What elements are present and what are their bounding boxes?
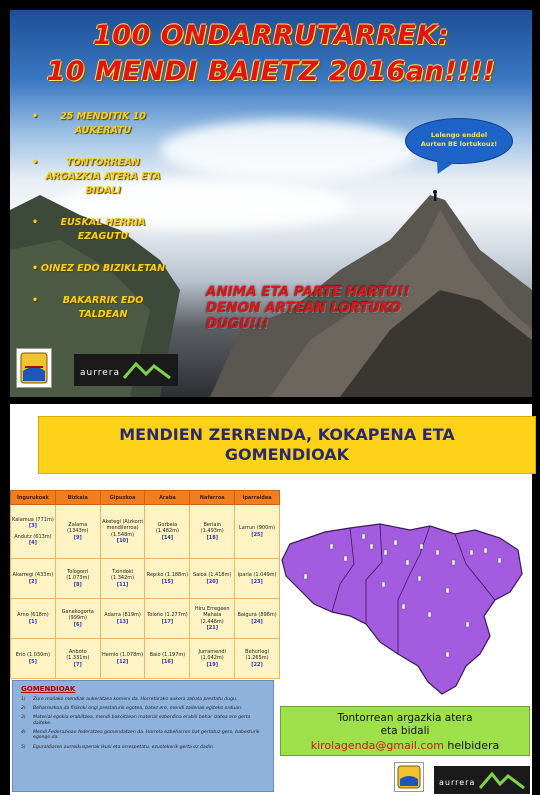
list-number: 5) — [21, 744, 26, 750]
poster-title-line2: 10 MENDI BAIETZ 2016an!!!! — [46, 56, 496, 87]
sheet-header-line1: MENDIEN ZERRENDA, KOKAPENA ETA — [119, 425, 455, 444]
column-header: Gipuzkoa — [100, 491, 145, 505]
mountain-ref: [6] — [73, 621, 82, 628]
table-cell — [190, 639, 235, 679]
list-text: Material egokia erabiltzea, mendi bakoitzean material ezberdina erabili behar izatea ere gerta daiteke. — [33, 715, 251, 726]
bullet-item: • EUSKAL HERRIA EZAGUTU — [38, 216, 168, 244]
aurrera-logo — [74, 354, 178, 386]
bubble-line2: Aurten BE lortukouz! — [420, 140, 498, 148]
mountain-ref: [24] — [251, 618, 263, 625]
table-cell — [145, 559, 190, 599]
cta-line3: DUGU!!! — [206, 316, 269, 332]
aurrera-logo-text: aurrera — [439, 778, 476, 787]
table-cell — [11, 559, 56, 599]
mountain-ref: [9] — [73, 534, 82, 541]
mountain-ref: [13] — [116, 618, 129, 625]
table-cell — [190, 559, 235, 599]
table-row — [11, 639, 280, 679]
sheet-header-line2: GOMENDIOAK — [224, 445, 350, 464]
mountain-ref: [20] — [206, 578, 218, 585]
list-item — [21, 730, 265, 741]
mountain-name: Tologorri (1.073m) — [66, 568, 90, 582]
mountain-name: Toloño (1.277m) — [147, 612, 188, 618]
mountain-name: Kalamua (771m) — [12, 516, 54, 523]
mountain-ref: [1] — [28, 618, 37, 625]
list-text: Eguraldiaren aurreikuspenak ikusi eta errespetatu, ezustekorik gerta ez dadin. — [33, 744, 215, 750]
column-header: Iparraldea — [235, 491, 280, 505]
sheet-header — [38, 416, 536, 474]
mountain-name: Hiru Erregeen Mahaia (2.446m) — [194, 605, 230, 625]
mountain-ref: [23] — [251, 578, 263, 585]
table-cell — [100, 599, 145, 639]
mountain-ref: [22] — [251, 661, 263, 668]
mountain-name: Andutz (613m) — [14, 533, 52, 540]
mountain-name: Repiko (1.188m) — [146, 572, 189, 578]
table-cell — [100, 559, 145, 599]
table-cell — [190, 599, 235, 639]
table-cell — [190, 505, 235, 559]
table-cell — [100, 639, 145, 679]
bullet-item: • 25 MENDITIK 10 AUKERATU — [38, 110, 168, 138]
photo-line2: eta bidali — [380, 725, 430, 737]
mountain-ref: [17] — [161, 618, 174, 625]
table-cell — [55, 559, 100, 599]
contact-email-link[interactable]: kirolagenda@gmail.com — [310, 739, 444, 752]
list-item — [21, 697, 265, 703]
mountain-ref: [8] — [73, 581, 82, 588]
mountain-ref: [11] — [116, 581, 129, 588]
mountain-name: Anboto (1.331m) — [66, 648, 90, 662]
mountain-name: Aketegi (Aizkorri mendilerroa) (1.548m) — [102, 518, 144, 538]
mountain-ref: [21] — [206, 625, 218, 631]
recommendations-list — [21, 697, 265, 750]
mountain-name: Behorlegi (1.265m) — [245, 648, 269, 662]
bubble-line1: Lelengo enddel — [430, 131, 488, 139]
bullet-item: • BAKARRIK EDO TALDEAN — [38, 294, 168, 322]
mountain-ref: [7] — [73, 661, 82, 668]
table-cell — [55, 599, 100, 639]
mountain-ref: [4] — [28, 540, 37, 546]
table-cell — [11, 639, 56, 679]
email-suffix: helbidera — [443, 739, 500, 752]
table-cell — [11, 599, 56, 639]
mountain-table — [10, 490, 280, 679]
list-text: Beharrezkoa da fisikoki ongi prestaturik egotea, batez ere, mendi zailenak egiteko orduan. — [33, 706, 243, 712]
aurrera-logo — [434, 766, 530, 794]
table-header-row — [11, 491, 280, 505]
mountain-ref: [16] — [161, 658, 174, 665]
poster — [10, 10, 532, 397]
table-cell — [100, 505, 145, 559]
recommendations-title: GOMENDIOAK — [21, 685, 76, 693]
mountain-name: Gorbeia (1.482m) — [155, 521, 179, 535]
email-line — [281, 738, 529, 753]
table-cell — [55, 639, 100, 679]
photo-line1: Tontorrean argazkia atera — [337, 712, 473, 724]
list-item — [21, 745, 265, 751]
mountain-ref: [3] — [28, 523, 37, 529]
mountain-name: Ganekogorta (999m) — [61, 608, 94, 622]
town-crest-logo — [16, 348, 52, 388]
mountain-ref: [25] — [251, 531, 263, 538]
mountain-name: Akarregi (433m) — [12, 572, 54, 578]
mountain-name: Arno (618m) — [17, 612, 49, 618]
table-cell — [145, 639, 190, 679]
mountain-name: Jurramendi (1.042m) — [198, 648, 226, 662]
mountain-name: Txindoki (1.342m) — [111, 568, 135, 582]
mountain-name: Erlo (1.030m) — [15, 652, 51, 658]
list-item — [21, 706, 265, 712]
bullet-item: • TONTORREAN ARGAZKIA ATERA ETA BIDALI — [38, 156, 168, 198]
table-row — [11, 505, 280, 559]
mountain-name: Beriain (1.493m) — [200, 521, 224, 535]
mountain-ref: [2] — [28, 578, 37, 585]
aurrera-logo-text: aurrera — [80, 368, 121, 378]
column-header: Bizkaia — [55, 491, 100, 505]
list-number: 1) — [21, 697, 26, 702]
speech-bubble — [405, 118, 513, 164]
cta-line1: ANIMA ETA PARTE HARTU!! — [206, 284, 410, 300]
mountain-name: Baigura (896m) — [237, 612, 277, 618]
list-item — [21, 715, 265, 726]
photo-instructions-box — [280, 706, 530, 756]
mountain-name: Baio (1.197m) — [149, 652, 186, 658]
mountain-ref: [12] — [116, 658, 129, 665]
list-number: 3) — [21, 715, 26, 721]
mountain-name: Saioa (1.418m) — [193, 572, 232, 578]
list-text: Zure mailako mendiak aukeratzea komeni da. Horretarako aukera zabala prestatu dugu. — [33, 697, 238, 702]
mountain-name: Hernio (1.078m) — [102, 652, 144, 658]
table-row — [11, 599, 280, 639]
call-to-action — [206, 284, 466, 332]
mountain-name: Iparla (1.049m) — [237, 572, 277, 578]
column-header: Araba — [145, 491, 190, 505]
poster-title-line1: 100 ONDARRUTARREK: — [92, 20, 450, 51]
table-cell — [145, 505, 190, 559]
basque-country-map — [270, 504, 532, 700]
cta-line2: DENON ARTEAN LORTUKO — [206, 300, 401, 316]
table-row — [11, 559, 280, 599]
mountain-name: Larrun (900m) — [239, 525, 276, 531]
poster-bullet-list — [38, 110, 168, 340]
table-cell — [145, 599, 190, 639]
list-number: 4) — [21, 729, 26, 735]
mountain-ref: [19] — [206, 661, 218, 668]
recommendations-box — [12, 680, 274, 792]
mountain-name: Adarra (819m) — [104, 612, 141, 618]
table-cell — [55, 505, 100, 559]
mountain-ref: [14] — [161, 534, 174, 541]
mountain-ref: [18] — [206, 534, 218, 541]
mountain-ref: [5] — [28, 658, 37, 665]
mountain-ref: [10] — [116, 538, 129, 544]
column-header: Ingurukoak — [11, 491, 56, 505]
mountain-list-sheet — [10, 404, 532, 795]
table-cell — [11, 505, 56, 559]
column-header: Nafarroa — [190, 491, 235, 505]
bullet-item: • OINEZ EDO BIZIKLETAN — [38, 262, 168, 276]
mountain-name: Zalama (1343m) — [66, 521, 89, 535]
list-number: 2) — [21, 706, 26, 712]
mountain-ref: [15] — [161, 578, 174, 585]
town-crest-logo — [394, 762, 424, 792]
list-text: Mendi Federazioan federatzea gomendatzen da. Horrela ezbeharren bat gertatuz gero, babesturik egongo da. — [33, 729, 260, 741]
